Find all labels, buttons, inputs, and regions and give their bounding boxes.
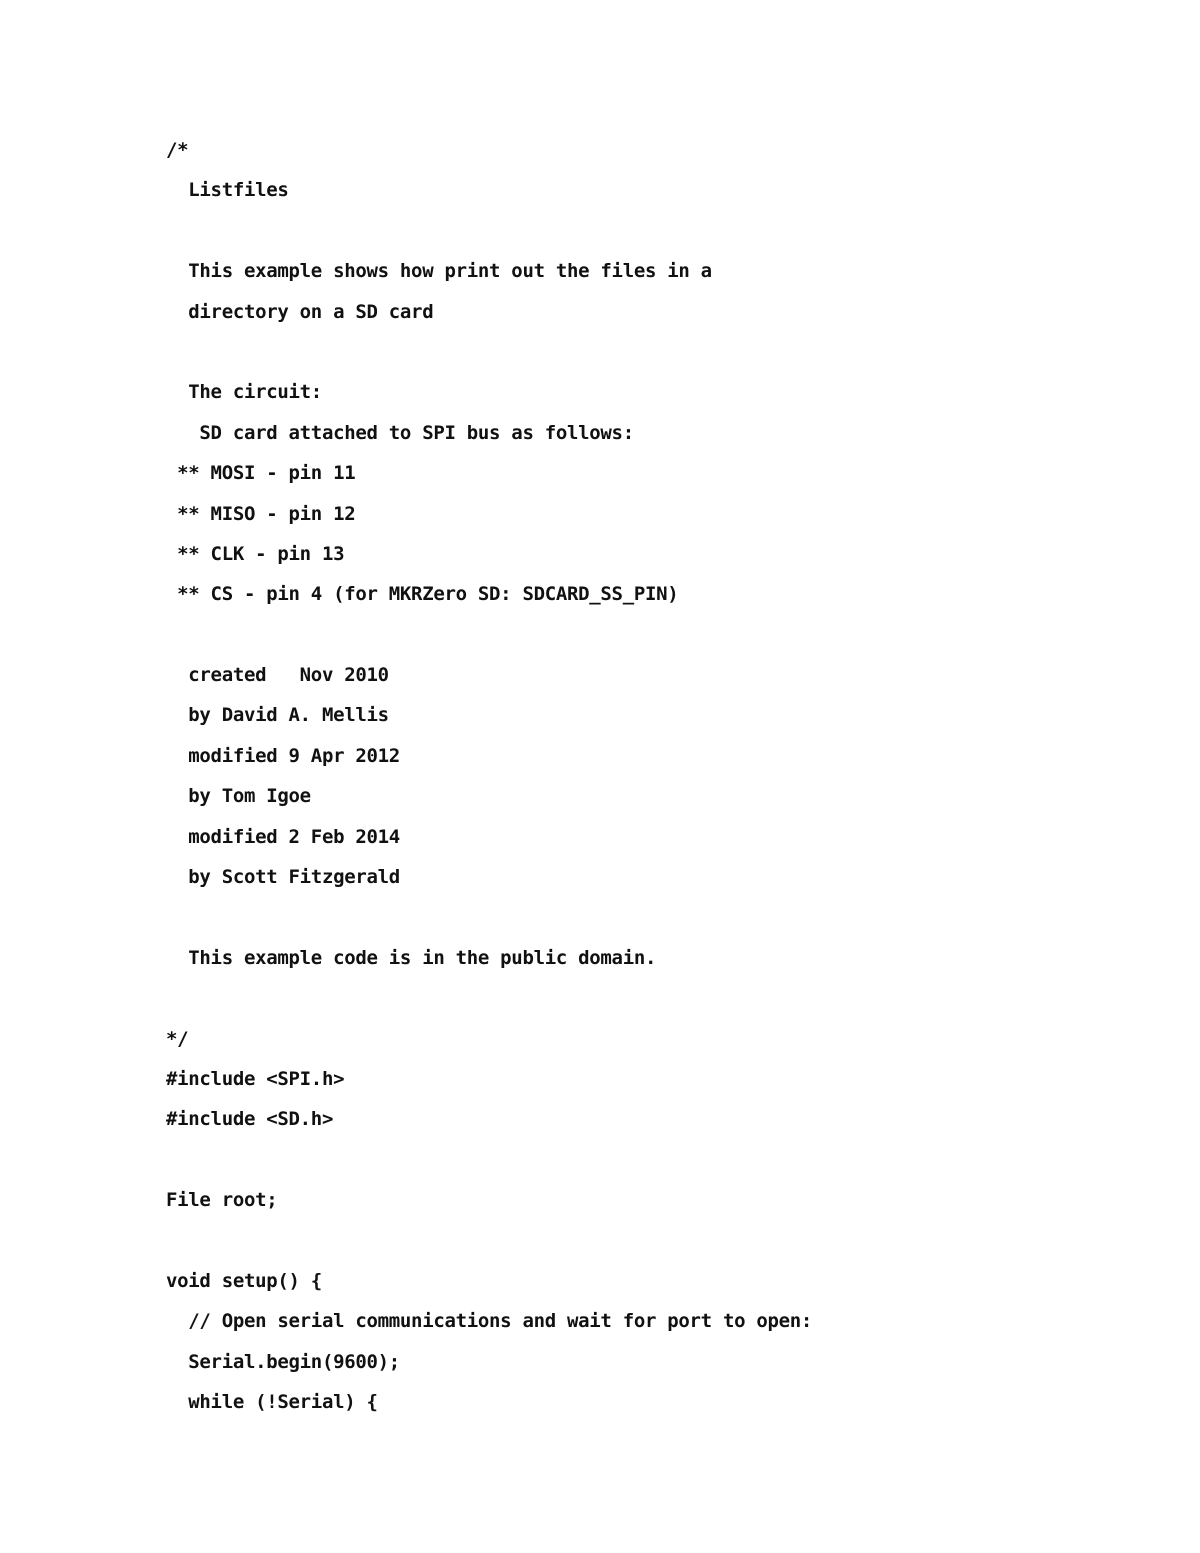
comment-open: /* — [166, 139, 189, 161]
description-line: directory on a SD card — [166, 300, 434, 323]
credit-line: modified 2 Feb 2014 — [166, 825, 400, 848]
credit-line: by David A. Mellis — [166, 704, 389, 727]
circuit-heading: The circuit: — [166, 381, 322, 404]
credit-line: modified 9 Apr 2012 — [166, 744, 400, 767]
blank-line — [166, 211, 1126, 251]
code-statement: Serial.begin(9600); — [166, 1350, 400, 1373]
credit-line: by Scott Fitzgerald — [166, 866, 400, 889]
include-line: #include <SD.h> — [166, 1108, 334, 1131]
credit-line: by Tom Igoe — [166, 785, 311, 808]
pin-line: ** MOSI - pin 11 — [166, 462, 356, 485]
declaration-line: File root; — [166, 1189, 278, 1212]
license-line: This example code is in the public domain. — [166, 946, 657, 969]
credit-line: created Nov 2010 — [166, 664, 389, 687]
include-line: #include <SPI.h> — [166, 1067, 345, 1090]
pin-line: ** CS - pin 4 (for MKRZero SD: SDCARD_SS_PIN) — [166, 583, 679, 606]
pin-line: ** CLK - pin 13 — [166, 542, 345, 565]
code-block — [166, 130, 1126, 1423]
code-statement: while (!Serial) { — [166, 1391, 378, 1414]
circuit-line: SD card attached to SPI bus as follows: — [166, 421, 634, 444]
pin-line: ** MISO - pin 12 — [166, 502, 356, 525]
code-comment: // Open serial communications and wait for port to open: — [166, 1310, 813, 1333]
blank-line — [166, 1140, 1126, 1180]
function-signature: void setup() { — [166, 1269, 322, 1292]
sketch-title: Listfiles — [166, 179, 289, 202]
blank-line — [166, 897, 1126, 937]
blank-line — [166, 978, 1126, 1018]
description-line: This example shows how print out the files in a — [166, 260, 712, 283]
blank-line — [166, 1221, 1126, 1261]
blank-line — [166, 332, 1126, 372]
comment-close: */ — [166, 1027, 189, 1050]
blank-line — [166, 615, 1126, 655]
